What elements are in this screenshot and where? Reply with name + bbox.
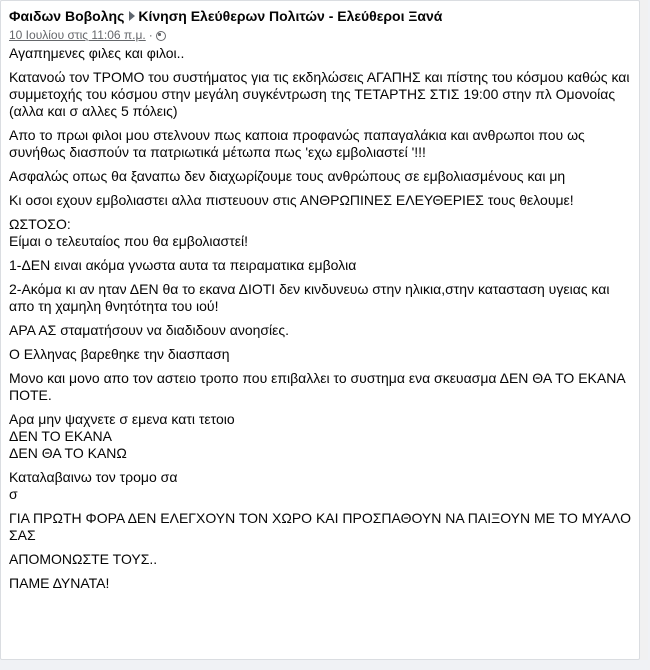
post-paragraph: Αγαπημενες φιλες και φιλοι.. — [9, 45, 185, 61]
post-timestamp[interactable]: 10 Ιουλίου στις 11:06 π.μ. — [9, 28, 146, 42]
meta-separator: · — [148, 28, 153, 42]
post-paragraph: ΠΑΜΕ ΔΥΝΑΤΑ! — [9, 575, 110, 591]
scrollbar[interactable] — [640, 0, 648, 660]
post-paragraph: ΑΡΑ ΑΣ σταματήσουν να διαδιδουν ανοησίες. — [9, 322, 290, 338]
post-paragraph: Κι οσοι εχουν εμβολιαστει αλλα πιστευουν στις ΑΝΘΡΩΠΙΝΕΣ ΕΛΕΥΘΕΡΙΕΣ τους θελουμε! — [9, 192, 574, 208]
arrow-right-icon — [129, 11, 135, 21]
post-paragraph: Καταλαβαινω τον τρομο σα σ — [9, 469, 178, 502]
post-paragraph: Ο Ελληνας βαρεθηκε την διασπαση — [9, 346, 230, 362]
group-name[interactable]: Κίνηση Ελεύθερων Πολιτών - Ελεύθεροι Ξανά — [138, 8, 443, 24]
post-paragraph: ΑΠΟΜΟΝΩΣΤΕ ΤΟΥΣ.. — [9, 551, 158, 567]
post-paragraph: Απο το πρωι φιλοι μου στελνουν πως καποια προφανώς παπαγαλάκια και ανθρωποι που ως συνήθως διασπούν τα πατριωτικά μέτωπα πως 'εχω εμβολιαστεί '!!! — [9, 127, 585, 160]
globe-icon[interactable] — [156, 31, 166, 41]
author-name[interactable]: Φαιδων Βοβολης — [9, 8, 125, 24]
post-paragraph: Μονο και μονο απο τον αστειο τροπο που επιβαλλει το συστημα ενα σκευασμα ΔΕΝ ΘΑ ΤΟ ΕΚΑΝΑ ΠΟΤΕ. — [9, 370, 625, 403]
post-header — [1, 1, 639, 43]
post-paragraph: 2-Ακόμα κι αν ηταν ΔΕΝ θα το εκανα ΔΙΟΤΙ δεν κινδυνευω στην ηλικια,στην κατασταση υγειας και απο τη χαμηλη θνητότητα του ιού! — [9, 281, 610, 314]
post-meta — [9, 27, 631, 43]
post-paragraph: Ασφαλώς οπως θα ξαναπω δεν διαχωρίζουμε τους ανθρώπους σε εμβολιασμένους και μη — [9, 168, 566, 184]
post-title-line — [9, 7, 631, 25]
post-paragraph: Κατανοώ τον ΤΡΟΜΟ του συστήματος για τις εκδηλώσεις ΑΓΑΠΗΣ και πίστης του κόσμου καθώς και συμμετοχής του κόσμου στην μεγάλη συγκέντρωση της ΤΕΤΑΡΤΗΣ ΣΤΙΣ 19:00 στην πλ Ομονοίας (αλλα και σ αλλες 5 πόλεις) — [9, 69, 630, 119]
post-paragraph: Αρα μην ψαχνετε σ εμενα κατι τετοιο ΔΕΝ ΤΟ ΕΚΑΝΑ ΔΕΝ ΘΑ ΤΟ ΚΑΝΩ — [9, 411, 235, 461]
post-paragraph: ΓΙΑ ΠΡΩΤΗ ΦΟΡΑ ΔΕΝ ΕΛΕΓΧΟΥΝ ΤΟΝ ΧΩΡΟ ΚΑΙ ΠΡΟΣΠΑΘΟΥΝ ΝΑ ΠΑΙΞΟΥΝ ΜΕ ΤΟ ΜΥΑΛΟ ΣΑΣ — [9, 510, 631, 543]
post-body — [1, 43, 639, 592]
post-paragraph: 1-ΔΕΝ ειναι ακόμα γνωστα αυτα τα πειραματικα εμβολια — [9, 257, 357, 273]
post-paragraph: ΩΣΤΟΣΟ: Είμαι ο τελευταίος που θα εμβολιαστεί! — [9, 216, 248, 249]
